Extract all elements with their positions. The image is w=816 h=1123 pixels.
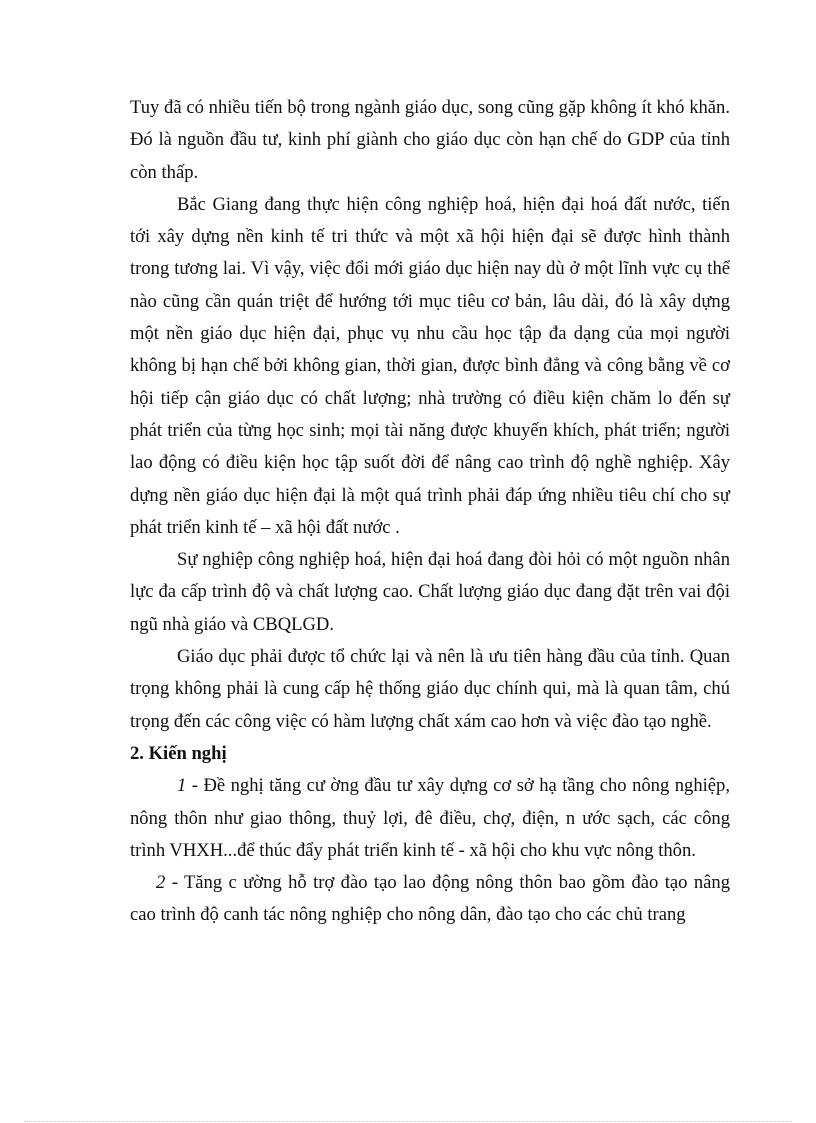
recommendation-text: - Tăng c ường hỗ trợ đào tạo lao động nông thôn bao gồm đào tạo nâng cao trình độ canh tác nông nghiệp cho nông dân, đào tạo cho các chủ trang <box>130 872 730 926</box>
recommendation-number: 1 <box>177 775 187 797</box>
body-text <box>130 92 730 932</box>
section-heading: 2. Kiến nghị <box>130 742 227 764</box>
paragraph-2: Bắc Giang đang thực hiện công nghiệp hoá, hiện đại hoá đất nước, tiến tới xây dựng nền kinh tế tri thức và một xã hội hiện đại sẽ được hình thành trong tương lai. Vì vậy, việc đổi mới giáo dục hiện nay dù ở một lĩnh vực cụ thể nào cũng cần quán triệt để hướng tới mục tiêu cơ bản, lâu dài, đó là xây dựng một nền giáo dục hiện đại, phục vụ nhu cầu học tập đa dạng của mọi người không bị hạn chế bởi không gian, thời gian, được bình đẳng và công bằng về cơ hội tiếp cận giáo dục có chất lượng; nhà trường có điều kiện chăm lo đến sự phát triển của từng học sinh; mọi tài năng được khuyến khích, phát triển; người lao động có điều kiện học tập suốt đời để nâng cao trình độ nghề nghiệp. Xây dựng nền giáo dục hiện đại là một quá trình phải đáp ứng nhiều tiêu chí cho sự phát triển kinh tế – xã hội đất nước . <box>130 193 730 538</box>
recommendation-text: - Đề nghị tăng cư ờng đầu tư xây dựng cơ sở hạ tầng cho nông nghiệp, nông thôn như giao thông, thuỷ lợi, đê điều, chợ, điện, n ước sạch, các công trình VHXH...để thúc đẩy phát triển kinh tế - xã hội cho khu vực nông thôn. <box>130 775 730 861</box>
recommendation-number: 2 <box>156 872 166 894</box>
recommendation-2 <box>130 867 730 932</box>
page-bottom-divider <box>24 1121 792 1122</box>
paragraph-4: Giáo dục phải được tổ chức lại và nên là ưu tiên hàng đầu của tỉnh. Quan trọng không phải là cung cấp hệ thống giáo dục chính qui, mà là quan tâm, chú trọng đến các công việc có hàm lượng chất xám cao hơn và việc đào tạo nghề. <box>130 646 730 732</box>
paragraph-3: Sự nghiệp công nghiệp hoá, hiện đại hoá đang đòi hỏi có một nguồn nhân lực đa cấp trình độ và chất lượng cao. Chất lượng giáo dục đang đặt trên vai đội ngũ nhà giáo và CBQLGD. <box>130 549 730 635</box>
recommendation-1 <box>130 770 730 867</box>
paragraph-1: Tuy đã có nhiều tiến bộ trong ngành giáo dục, song cũng gặp không ít khó khăn. Đó là nguồn đầu tư, kinh phí giành cho giáo dục còn hạn chế do GDP của tỉnh còn thấp. <box>130 97 730 183</box>
